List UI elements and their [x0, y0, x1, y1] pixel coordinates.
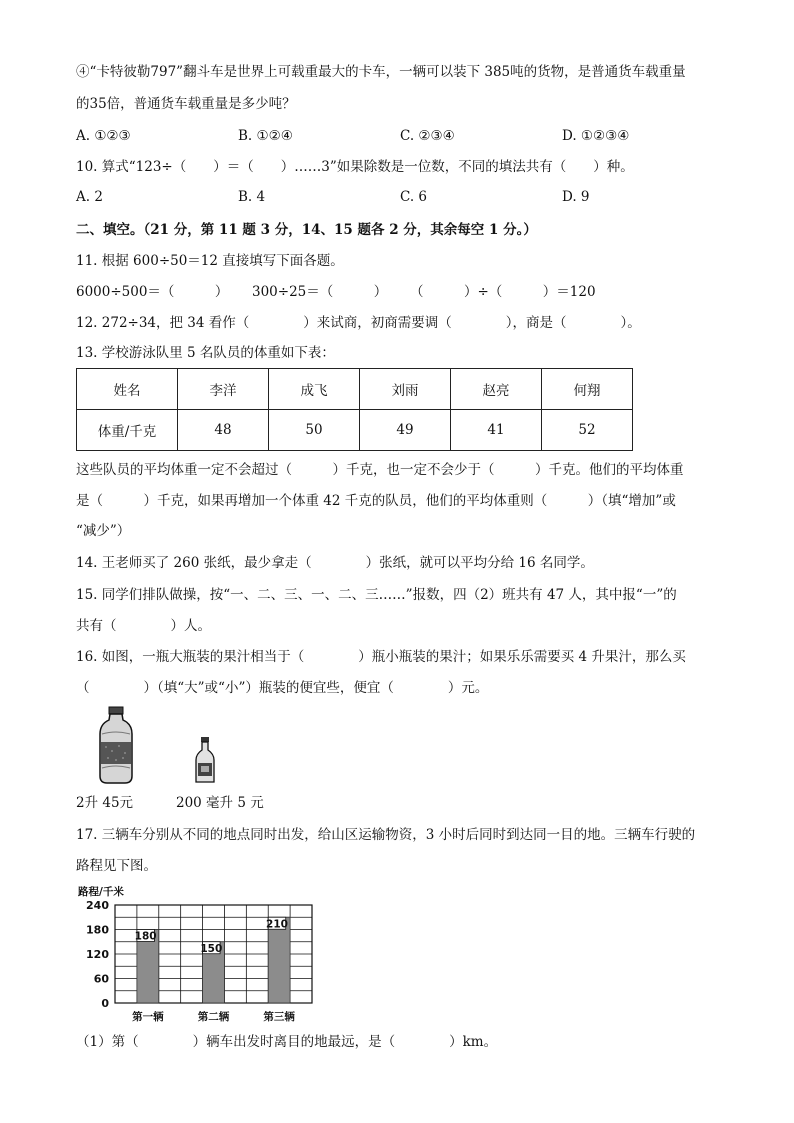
q11-sub3: （ ）÷（ ）＝120 — [410, 284, 596, 300]
chart-x-tick-label: 第三辆 — [263, 1011, 295, 1023]
small-bottle-icon — [193, 736, 217, 784]
section2-heading: 二、填空。（21 分，第 11 题 3 分，14、15 题各 2 分，其余每空 1 分。） — [76, 222, 537, 238]
chart-y-tick-label: 240 — [86, 899, 109, 912]
q10-option-d[interactable]: D. 9 — [562, 189, 590, 205]
table-cell: 李洋 — [178, 369, 269, 410]
q16-line1: 16. 如图，一瓶大瓶装的果汁相当于（ ）瓶小瓶装的果汁；如果乐乐需要买 4 升果汁，那么买 — [76, 649, 686, 665]
chart-x-tick-label: 第一辆 — [132, 1011, 164, 1023]
q11-text: 11. 根据 600÷50＝12 直接填写下面各题。 — [76, 253, 344, 269]
table-header-cell: 姓名 — [77, 369, 178, 410]
q15-line1: 15. 同学们排队做操，按“一、二、三、一、二、三……”报数，四（2）班共有 47 人，其中报“一”的 — [76, 587, 677, 603]
table-cell: 何翔 — [542, 369, 633, 410]
q10-options — [76, 187, 716, 207]
table-cell: 赵亮 — [451, 369, 542, 410]
table-cell: 刘雨 — [360, 369, 451, 410]
chart-data-label: 180 — [134, 930, 157, 943]
table-cell: 50 — [269, 410, 360, 451]
q17-line1: 17. 三辆车分别从不同的地点同时出发，给山区运输物资，3 小时后同时到达同一目的地。三辆车行驶的 — [76, 827, 696, 843]
q13-after-line2: 是（ ）千克，如果再增加一个体重 42 千克的队员，他们的平均体重则（ ）（填“增加”或 — [76, 493, 676, 509]
q15-line2: 共有（ ）人。 — [76, 618, 211, 634]
q12-text: 12. 272÷34，把 34 看作（ ）来试商，初商需要调（ ），商是（ ）。 — [76, 315, 641, 331]
q13-text: 13. 学校游泳队里 5 名队员的体重如下表： — [76, 345, 335, 361]
q9-option-a[interactable]: A. ①②③ — [76, 128, 131, 144]
chart-y-tick-label: 180 — [86, 923, 109, 937]
q9-option-c[interactable]: C. ②③④ — [400, 128, 455, 144]
big-bottle-caption: 2升 45元 — [76, 795, 134, 811]
q16-line2: （ ）（填“大”或“小”）瓶装的便宜些，便宜（ ）元。 — [76, 680, 489, 696]
q10-option-b[interactable]: B. 4 — [238, 189, 266, 205]
distance-bar-chart — [72, 882, 322, 1030]
q11-sub1: 6000÷500＝（ ） — [76, 284, 229, 300]
q10-option-c[interactable]: C. 6 — [400, 189, 428, 205]
chart-y-axis-label: 路程/千米 — [78, 886, 124, 898]
table-cell: 49 — [360, 410, 451, 451]
chart-y-tick-label: 0 — [101, 997, 109, 1010]
q9-option-b[interactable]: B. ①②④ — [238, 128, 293, 144]
q9-item4-line2: 的35倍，普通货车载重量是多少吨？ — [76, 96, 296, 112]
table-cell: 52 — [542, 410, 633, 451]
q17-sub1: （1）第（ ）辆车出发时离目的地最远，是（ ）km。 — [76, 1034, 498, 1050]
q9-item4-line1: ④“卡特彼勒797”翻斗车是世界上可载重最大的卡车，一辆可以装下 385吨的货物，是普通货车载重量 — [76, 64, 686, 80]
q11-sub2: 300÷25＝（ ） — [252, 284, 388, 300]
q10-option-a[interactable]: A. 2 — [76, 189, 103, 205]
q17-line2: 路程见下图。 — [76, 858, 157, 874]
chart-y-tick-label: 120 — [86, 948, 109, 961]
chart-data-label: 210 — [266, 918, 288, 931]
table-cell: 48 — [178, 410, 269, 451]
q9-option-d[interactable]: D. ①②③④ — [562, 128, 630, 144]
q13-after-line1: 这些队员的平均体重一定不会超过（ ）千克，也一定不会少于（ ）千克。他们的平均体重 — [76, 462, 684, 478]
weights-table — [76, 368, 633, 451]
q13-after-line3: “减少”） — [76, 523, 131, 539]
q14-text: 14. 王老师买了 260 张纸，最少拿走（ ）张纸，就可以平均分给 16 名同学。 — [76, 555, 594, 571]
small-bottle-caption: 200 毫升 5 元 — [176, 795, 264, 811]
table-row — [77, 369, 633, 410]
chart-x-tick-label: 第二辆 — [197, 1011, 230, 1023]
q10-text: 10. 算式“123÷（ ）＝（ ）……3”如果除数是一位数，不同的填法共有（ ）种。 — [76, 159, 634, 175]
table-header-cell: 体重/千克 — [77, 410, 178, 451]
table-cell: 41 — [451, 410, 542, 451]
q9-options — [76, 126, 716, 146]
table-row — [77, 410, 633, 451]
table-cell: 成飞 — [269, 369, 360, 410]
big-bottle-icon — [96, 706, 136, 784]
chart-y-tick-label: 60 — [93, 972, 109, 986]
chart-data-label: 150 — [200, 942, 223, 955]
